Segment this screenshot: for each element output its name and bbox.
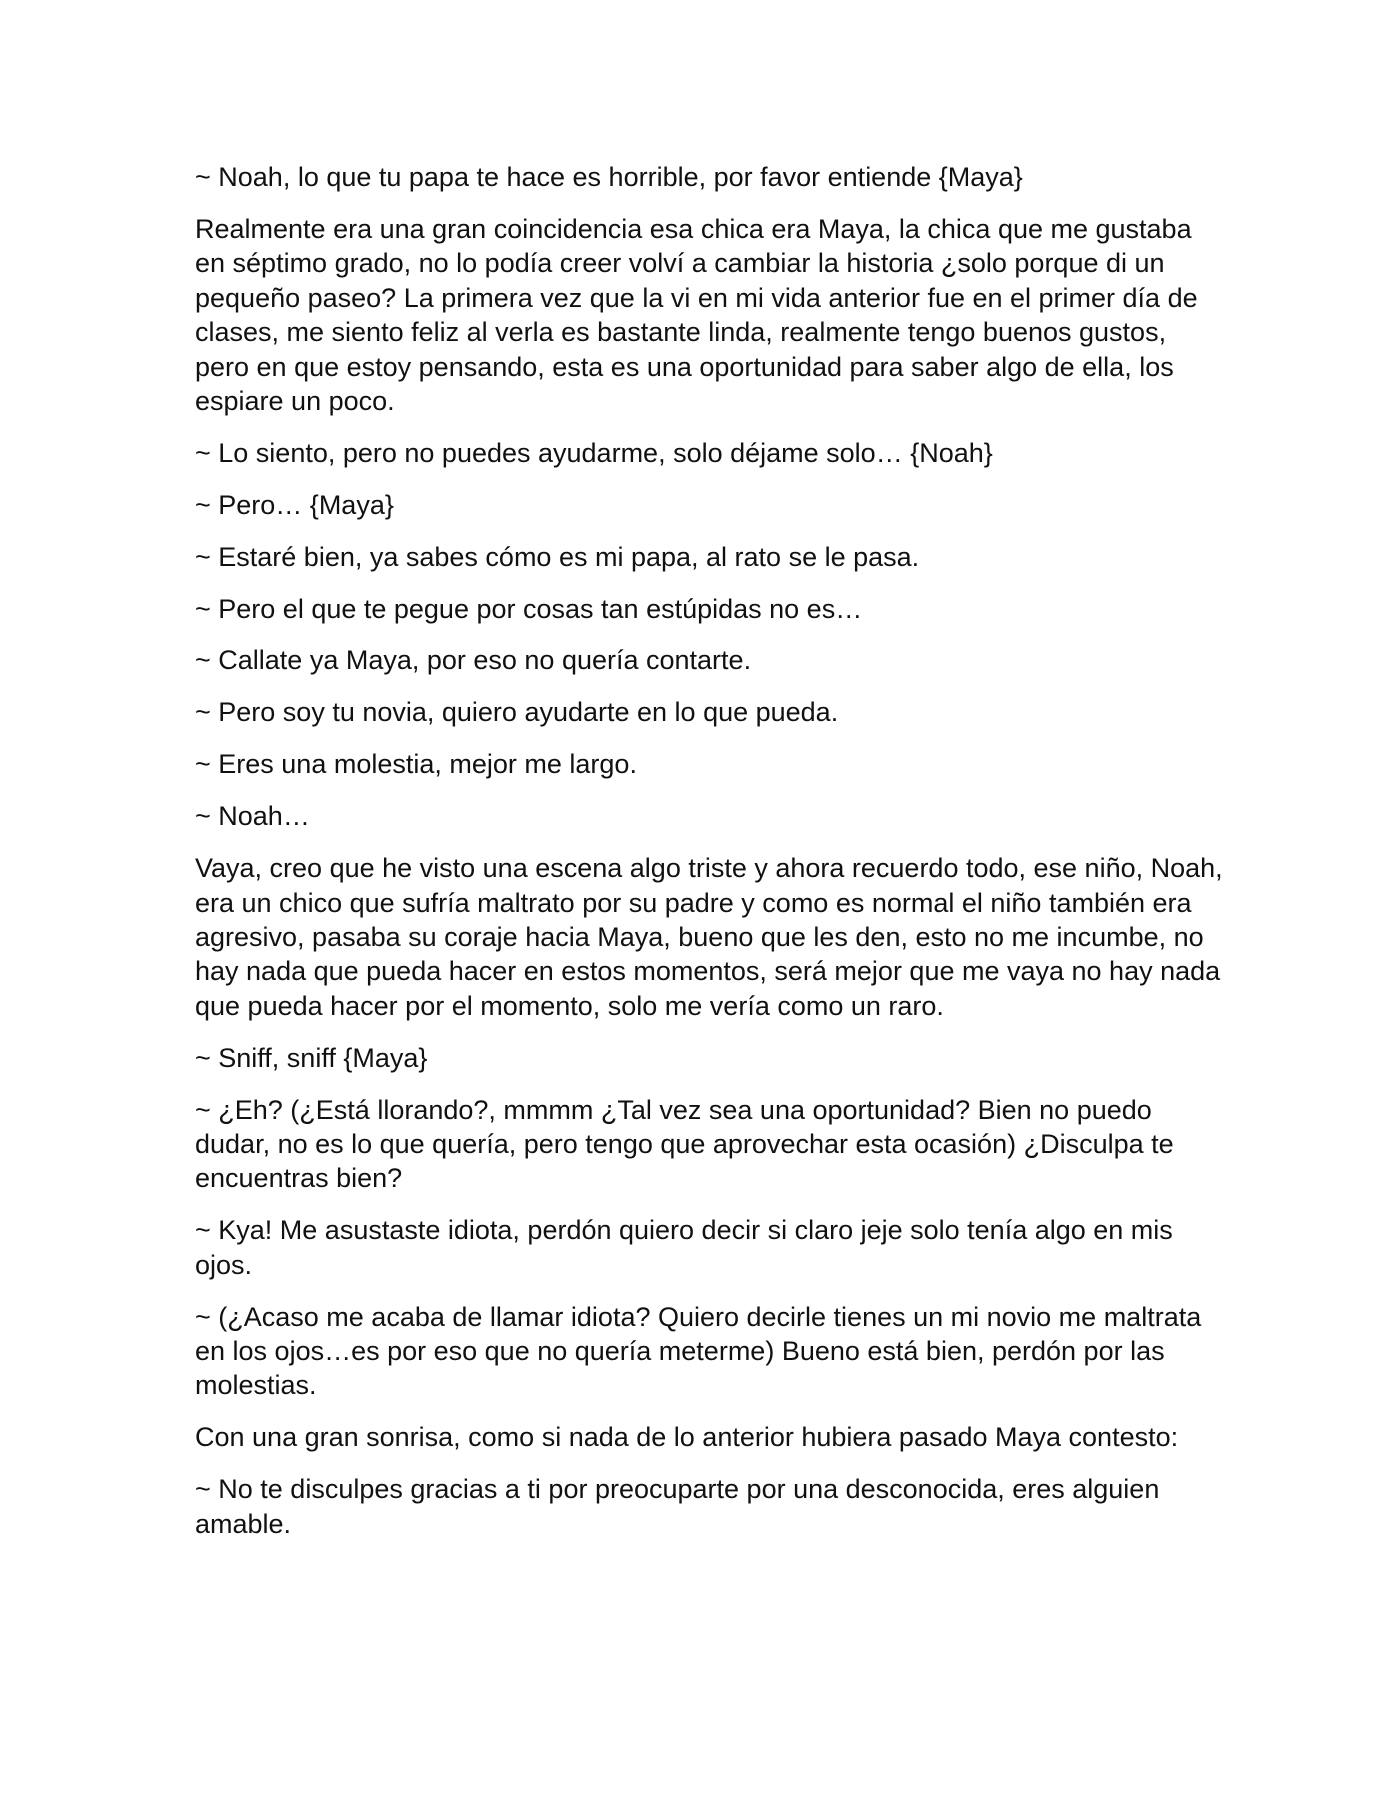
dialogue-line: ~ ¿Eh? (¿Está llorando?, mmmm ¿Tal vez sea una oportunidad? Bien no puedo dudar, no es lo que quería, pero tengo que aprovechar esta ocasión) ¿Disculpa te encuentras bien? [195,1094,1174,1194]
dialogue-line: ~ Kya! Me asustaste idiota, perdón quiero decir si claro jeje solo tenía algo en mis ojos. [195,1215,1173,1280]
dialogue-line: ~ Eres una molestia, mejor me largo. [195,749,637,780]
dialogue-line: ~ (¿Acaso me acaba de llamar idiota? Quiero decirle tienes un mi novio me maltrata en los ojos…es por eso que no quería meterme) Bueno está bien, perdón por las molestias. [195,1301,1202,1401]
document-body [195,160,1225,1559]
dialogue-line: ~ Callate ya Maya, por eso no quería contarte. [195,645,752,676]
dialogue-line: ~ Pero… {Maya} [195,489,394,520]
narration-paragraph: Vaya, creo que he visto una escena algo triste y ahora recuerdo todo, ese niño, Noah, era un chico que sufría maltrato por su padre y como es normal el niño también era agresivo, pasaba su coraje hacia Maya, bueno que les den, esto no me incumbe, no hay nada que pueda hacer en estos momentos, será mejor que me vaya no hay nada que pueda hacer por el momento, solo me vería como un raro. [195,853,1223,1021]
narration-paragraph: Realmente era una gran coincidencia esa chica era Maya, la chica que me gustaba en séptimo grado, no lo podía creer volví a cambiar la historia ¿solo porque di un pequeño paseo? La primera vez que la vi en mi vida anterior fue en el primer día de clases, me siento feliz al verla es bastante linda, realmente tengo buenos gustos, pero en que estoy pensando, esta es una oportunidad para saber algo de ella, los espiare un poco. [195,213,1198,416]
dialogue-line: ~ Noah, lo que tu papa te hace es horrible, por favor entiende {Maya} [195,162,1023,192]
dialogue-line: ~ Estaré bien, ya sabes cómo es mi papa, al rato se le pasa. [195,541,920,572]
dialogue-line: ~ Pero el que te pegue por cosas tan estúpidas no es… [195,593,863,624]
dialogue-line: ~ Pero soy tu novia, quiero ayudarte en lo que pueda. [195,697,839,728]
narration-paragraph: Con una gran sonrisa, como si nada de lo anterior hubiera pasado Maya contesto: [195,1422,1179,1453]
dialogue-line: ~ Sniff, sniff {Maya} [195,1042,428,1073]
dialogue-line: ~ Noah… [195,801,310,832]
dialogue-line: ~ No te disculpes gracias a ti por preocuparte por una desconocida, eres alguien amable. [195,1474,1160,1539]
dialogue-line: ~ Lo siento, pero no puedes ayudarme, solo déjame solo… {Noah} [195,437,993,468]
